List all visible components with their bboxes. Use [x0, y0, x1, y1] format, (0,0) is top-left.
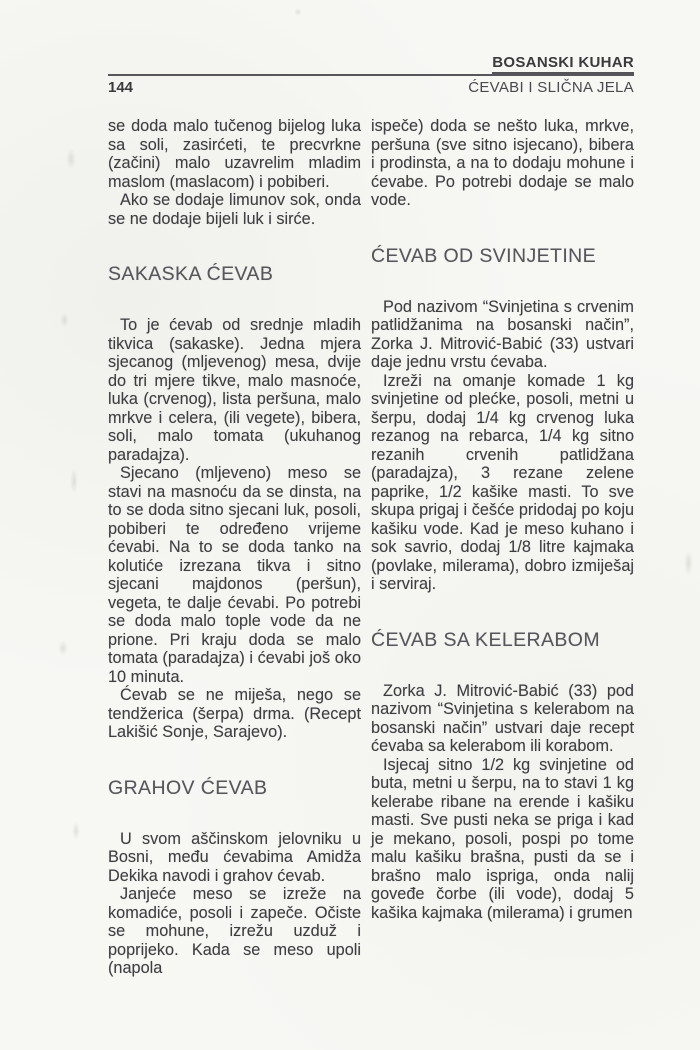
paragraph-sakaska-method: Sjecano (mljeveno) meso se stavi na masnoću da se dinsta, na to se doda sitno sjecani luk, posoli, pobiberi te određeno vrijeme ćevabi. Na to se doda tanko na kolutiće izrezana tikva i sitno sjecani majdonos (peršun), vegeta, te dalje ćevabi. Po potrebi se doda malo tople vode da ne prione. Pri kraju doda se malo tomata (paradajza) i ćevabi još oko 10 minuta.	[108, 464, 362, 686]
book-title-text: BOSANSKI KUHAR	[492, 54, 634, 74]
paragraph-keleraba-method: Isjecaj sitno 1/2 kg svinjetine od buta, metni u šerpu, na to stavi 1 kg kelerabe ribane na erende i kašiku masti. Sve pusti neka se priga i kad je mekano, posoli, pospi po tome malu kašiku brašna, pusti da se i brašno malo ispriga, onda nalij goveđe čorbe (ili vode), dodaj 5 kašika kajmaka (milerama) i grumen	[371, 755, 634, 922]
paragraph-svinjetina-method: Izreži na omanje komade 1 kg svinjetine od plećke, posoli, metni u šerpu, dodaj 1/4 kg crvenog luka rezanog na rebarca, 1/4 kg sitno rezanih crvenih patlidžana (paradajza), 3 rezane zelene paprike, 1/2 kašike masti. To sve skupa prigaj i češće pridodaj po koju kašiku vode. Kad je meso kuhano i sok savrio, dodaj 1/8 litre kajmaka (povlake, milerama), dobro izmiješaj i serviraj.	[371, 371, 634, 593]
scan-speck	[72, 822, 80, 840]
section-heading-cevab-sa-kelerabom: ĆEVAB SA KELERABOM	[371, 628, 601, 651]
right-column	[371, 117, 634, 978]
section-heading-sakaska-cevab: SAKASKA ĆEVAB	[108, 263, 274, 285]
paragraph-lemon-note: Ako se dodaje limunov sok, onda se ne dodaje bijeli luk i sirće.	[108, 191, 362, 228]
section-heading-grahov-cevab: GRAHOV ĆEVAB	[108, 776, 268, 799]
scan-speck	[294, 8, 302, 16]
scan-speck	[66, 148, 76, 170]
paragraph-grahov-intro: U svom aščinskom jelovniku u Bosni, među ćevabima Amidža Dekika navodi i grahov ćevab.	[108, 829, 362, 885]
header-row	[108, 79, 634, 96]
paragraph-sakaska-recipe-note: Ćevab se ne miješa, nego se tendžerica (šerpa) drma. (Recept Lakišić Sonje, Sarajevo).	[108, 686, 362, 741]
book-title	[108, 55, 634, 71]
header-rule	[108, 74, 634, 76]
paragraph-svinjetina-intro: Pod nazivom “Svinjetina s crvenim patlidžanima na bosanski način”, Zorka J. Mitrović-Babić (33) ustvari daje jednu vrstu ćevaba.	[371, 297, 634, 371]
scan-speck	[684, 550, 693, 576]
paragraph-grahov-method-continued: ispeče) doda se nešto luka, mrkve, peršuna (sve sitno isjecano), bibera i prodinsta, a na to dodaju mohune i ćevabe. Po potrebi dodaje se malo vode.	[371, 117, 634, 209]
scan-speck	[60, 312, 69, 328]
paragraph-continuation-garlic: se doda malo tučenog bijelog luka sa soli, zasirćeti, te precvrkne (začini) malo uzavrelim mladim maslom (maslacom) i pobiberi.	[108, 117, 362, 191]
scan-speck	[70, 468, 78, 494]
scan-speck	[58, 640, 68, 656]
page-number: 144	[108, 79, 134, 96]
two-column-text	[108, 117, 634, 978]
paragraph-sakaska-ingredients: To je ćevab od srednje mladih tikvica (sakaske). Jedna mjera sjecanog (mljevenog) mesa, dvije do tri mjere tikve, malo masnoće, luka (crvenog), lista peršuna, malo mrkve i celera, (ili vegete), bibera, soli, malo tomata (ukuhanog paradajza).	[108, 316, 362, 464]
paragraph-keleraba-intro: Zorka J. Mitrović-Babić (33) pod nazivom “Svinjetina s kelerabom na bosanski način” ustvari daje recept ćevaba sa kelerabom ili korabom.	[371, 681, 634, 755]
page-header	[108, 55, 634, 96]
left-column	[108, 117, 361, 978]
chapter-title: ĆEVABI I SLIČNA JELA	[468, 79, 634, 96]
paragraph-grahov-method-start: Janjeće meso se izreže na komadiće, posoli i zapeče. Očiste se mohune, izrežu uzduž i poprijeko. Kada se meso upoli (napola	[108, 885, 362, 977]
section-heading-cevab-od-svinjetine: ĆEVAB OD SVINJETINE	[371, 244, 597, 267]
